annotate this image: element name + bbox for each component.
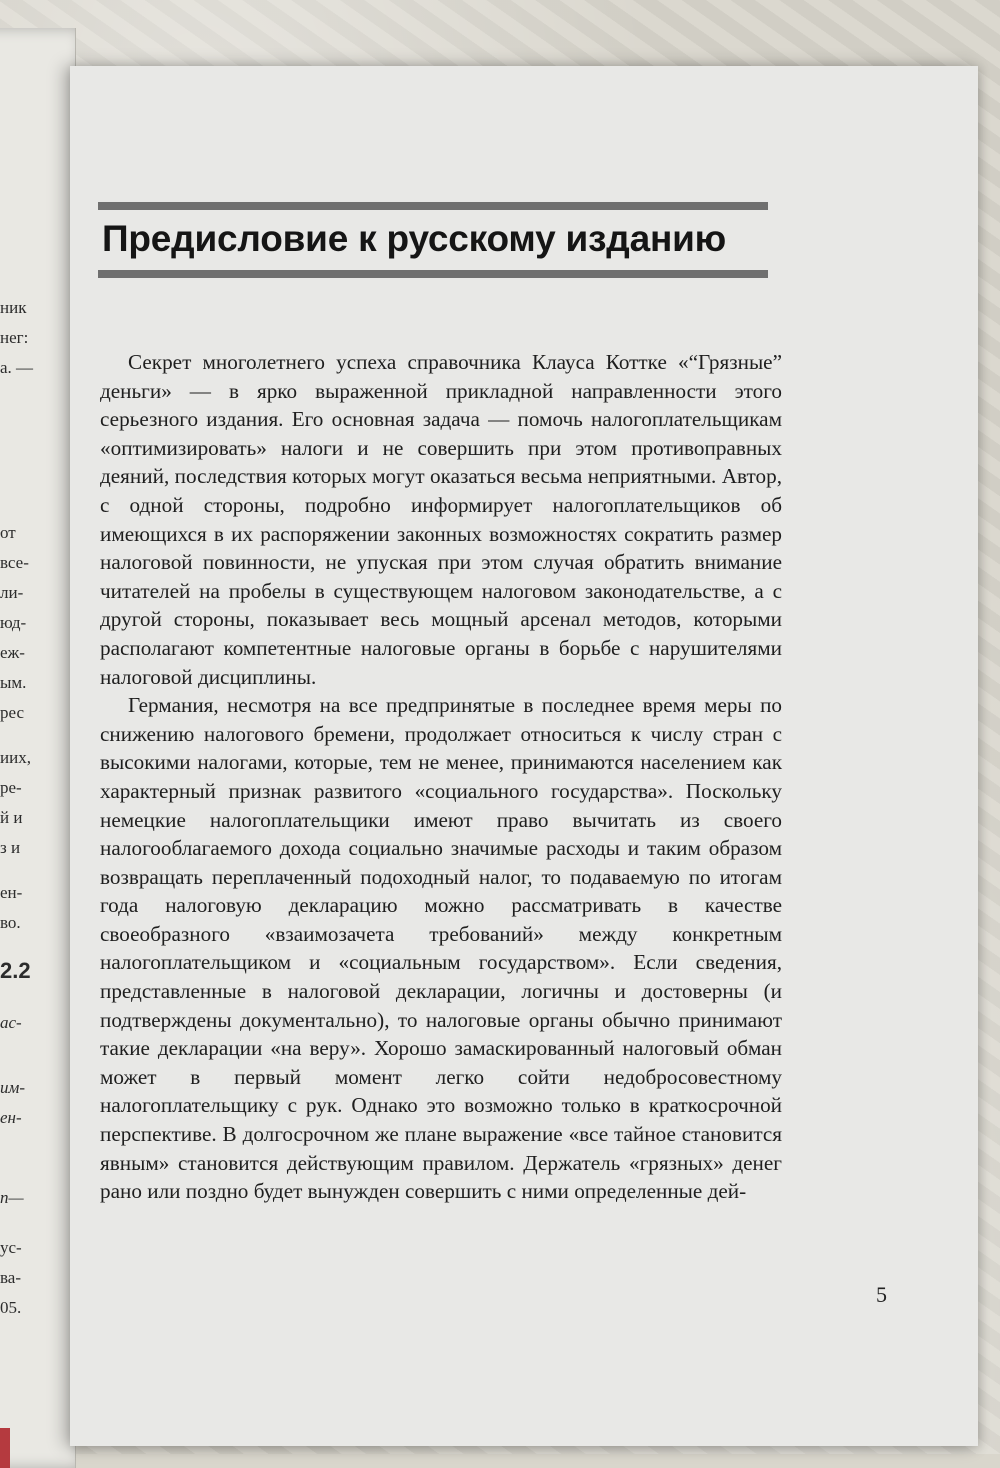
title-rule-top <box>98 202 768 210</box>
page-number: 5 <box>876 1282 887 1307</box>
faded-running-head <box>450 148 870 168</box>
left-page-text-fragment: им- <box>0 1078 26 1097</box>
chapter-title-block <box>98 202 768 278</box>
left-page-text-fragment: ас- <box>0 1013 22 1032</box>
left-page-text-fragment: п— <box>0 1188 24 1207</box>
left-page-text-fragment: рес <box>0 703 25 722</box>
left-page-text-fragment: нег: <box>0 328 29 347</box>
chapter-title: Предисловие к русскому изданию <box>102 218 727 259</box>
book-page <box>70 66 978 1446</box>
left-page-text-fragment: ва- <box>0 1268 22 1287</box>
left-page-text-fragment: ник <box>0 298 27 317</box>
left-page-text-fragment: а. — <box>0 358 34 377</box>
left-page-text-fragment: все- <box>0 553 29 572</box>
left-page-text-fragment: з и <box>0 838 21 857</box>
left-page-text-fragment: юд- <box>0 613 27 632</box>
left-page-text-fragment: еж- <box>0 643 25 662</box>
left-page-text-fragment: ым. <box>0 673 27 692</box>
left-page-text-fragment: ре- <box>0 778 22 797</box>
left-page-text-fragment: ен- <box>0 1108 22 1127</box>
body-text <box>100 348 782 1206</box>
left-page-text-fragment: ус- <box>0 1238 22 1257</box>
left-page-text-fragment: ен- <box>0 883 23 902</box>
left-page-text-fragment: от <box>0 523 16 542</box>
left-page-text-fragment: во. <box>0 913 21 932</box>
left-page-text-fragment: й и <box>0 808 23 827</box>
left-page-text-fragment: иих, <box>0 748 31 767</box>
left-page-text-fragment: 05. <box>0 1298 22 1317</box>
title-rule-bottom <box>98 270 768 278</box>
left-page-edge <box>0 28 76 1468</box>
paragraph-1: Секрет многолетнего успеха справочника Клауса Коттке «“Грязные” деньги» — в ярко выраженной прикладной направленности этого серьезного издания. Его основная задача — помочь налогоплательщикам «оптимизировать» налоги и не совершить при этом противоправных деяний, последствия которых могут оказаться весьма неприятными. Автор, с одной стороны, подробно информирует налогоплательщиков об имеющихся в их распоряжении законных возможностях сократить размер налоговой повинности, не упуская при этом случая обратить внимание читателей на пробелы в существующем налоговом законодательстве, а с другой стороны, показывает весь мощный арсенал методов, которыми располагают компетентные налоговые органы в борьбе с нарушителями налоговой дисциплины. <box>100 350 782 689</box>
paragraph-2: Германия, несмотря на все предпринятые в последнее время меры по снижению налогового бремени, продолжает относиться к числу стран с высокими налогами, которые, тем не менее, принимаются населением как характерный признак развитого «социального государства». Поскольку немецкие налогоплательщики имеют право вычитать из своего налогооблагаемого дохода социально значимые расходы и таким образом возвращать переплаченный подоходный налог, то подаваемую по итогам года налоговую декларацию можно рассматривать в качестве своеобразного «взаимозачета требований» между конкретным налогоплательщиком и «социальным государством». Если сведения, представленные в налоговой декларации, логичны и достоверны (и подтверждены документально), то налоговые органы обычно принимают такие декларации «на веру». Хорошо замаскированный налоговый обман может в первый момент легко сойти недобросовестному налогоплательщику с рук. Однако это возможно только в краткосрочной перспективе. В долгосрочном же плане выражение «все тайное становится явным» становится действующим правилом. Держатель «грязных» денег рано или поздно будет вынужден совершить с ними определенные дей- <box>100 693 782 1204</box>
book-cover-edge <box>0 1428 10 1468</box>
left-page-text-fragment: 2.2 <box>0 958 31 983</box>
left-page-text-fragment: ли- <box>0 583 24 602</box>
